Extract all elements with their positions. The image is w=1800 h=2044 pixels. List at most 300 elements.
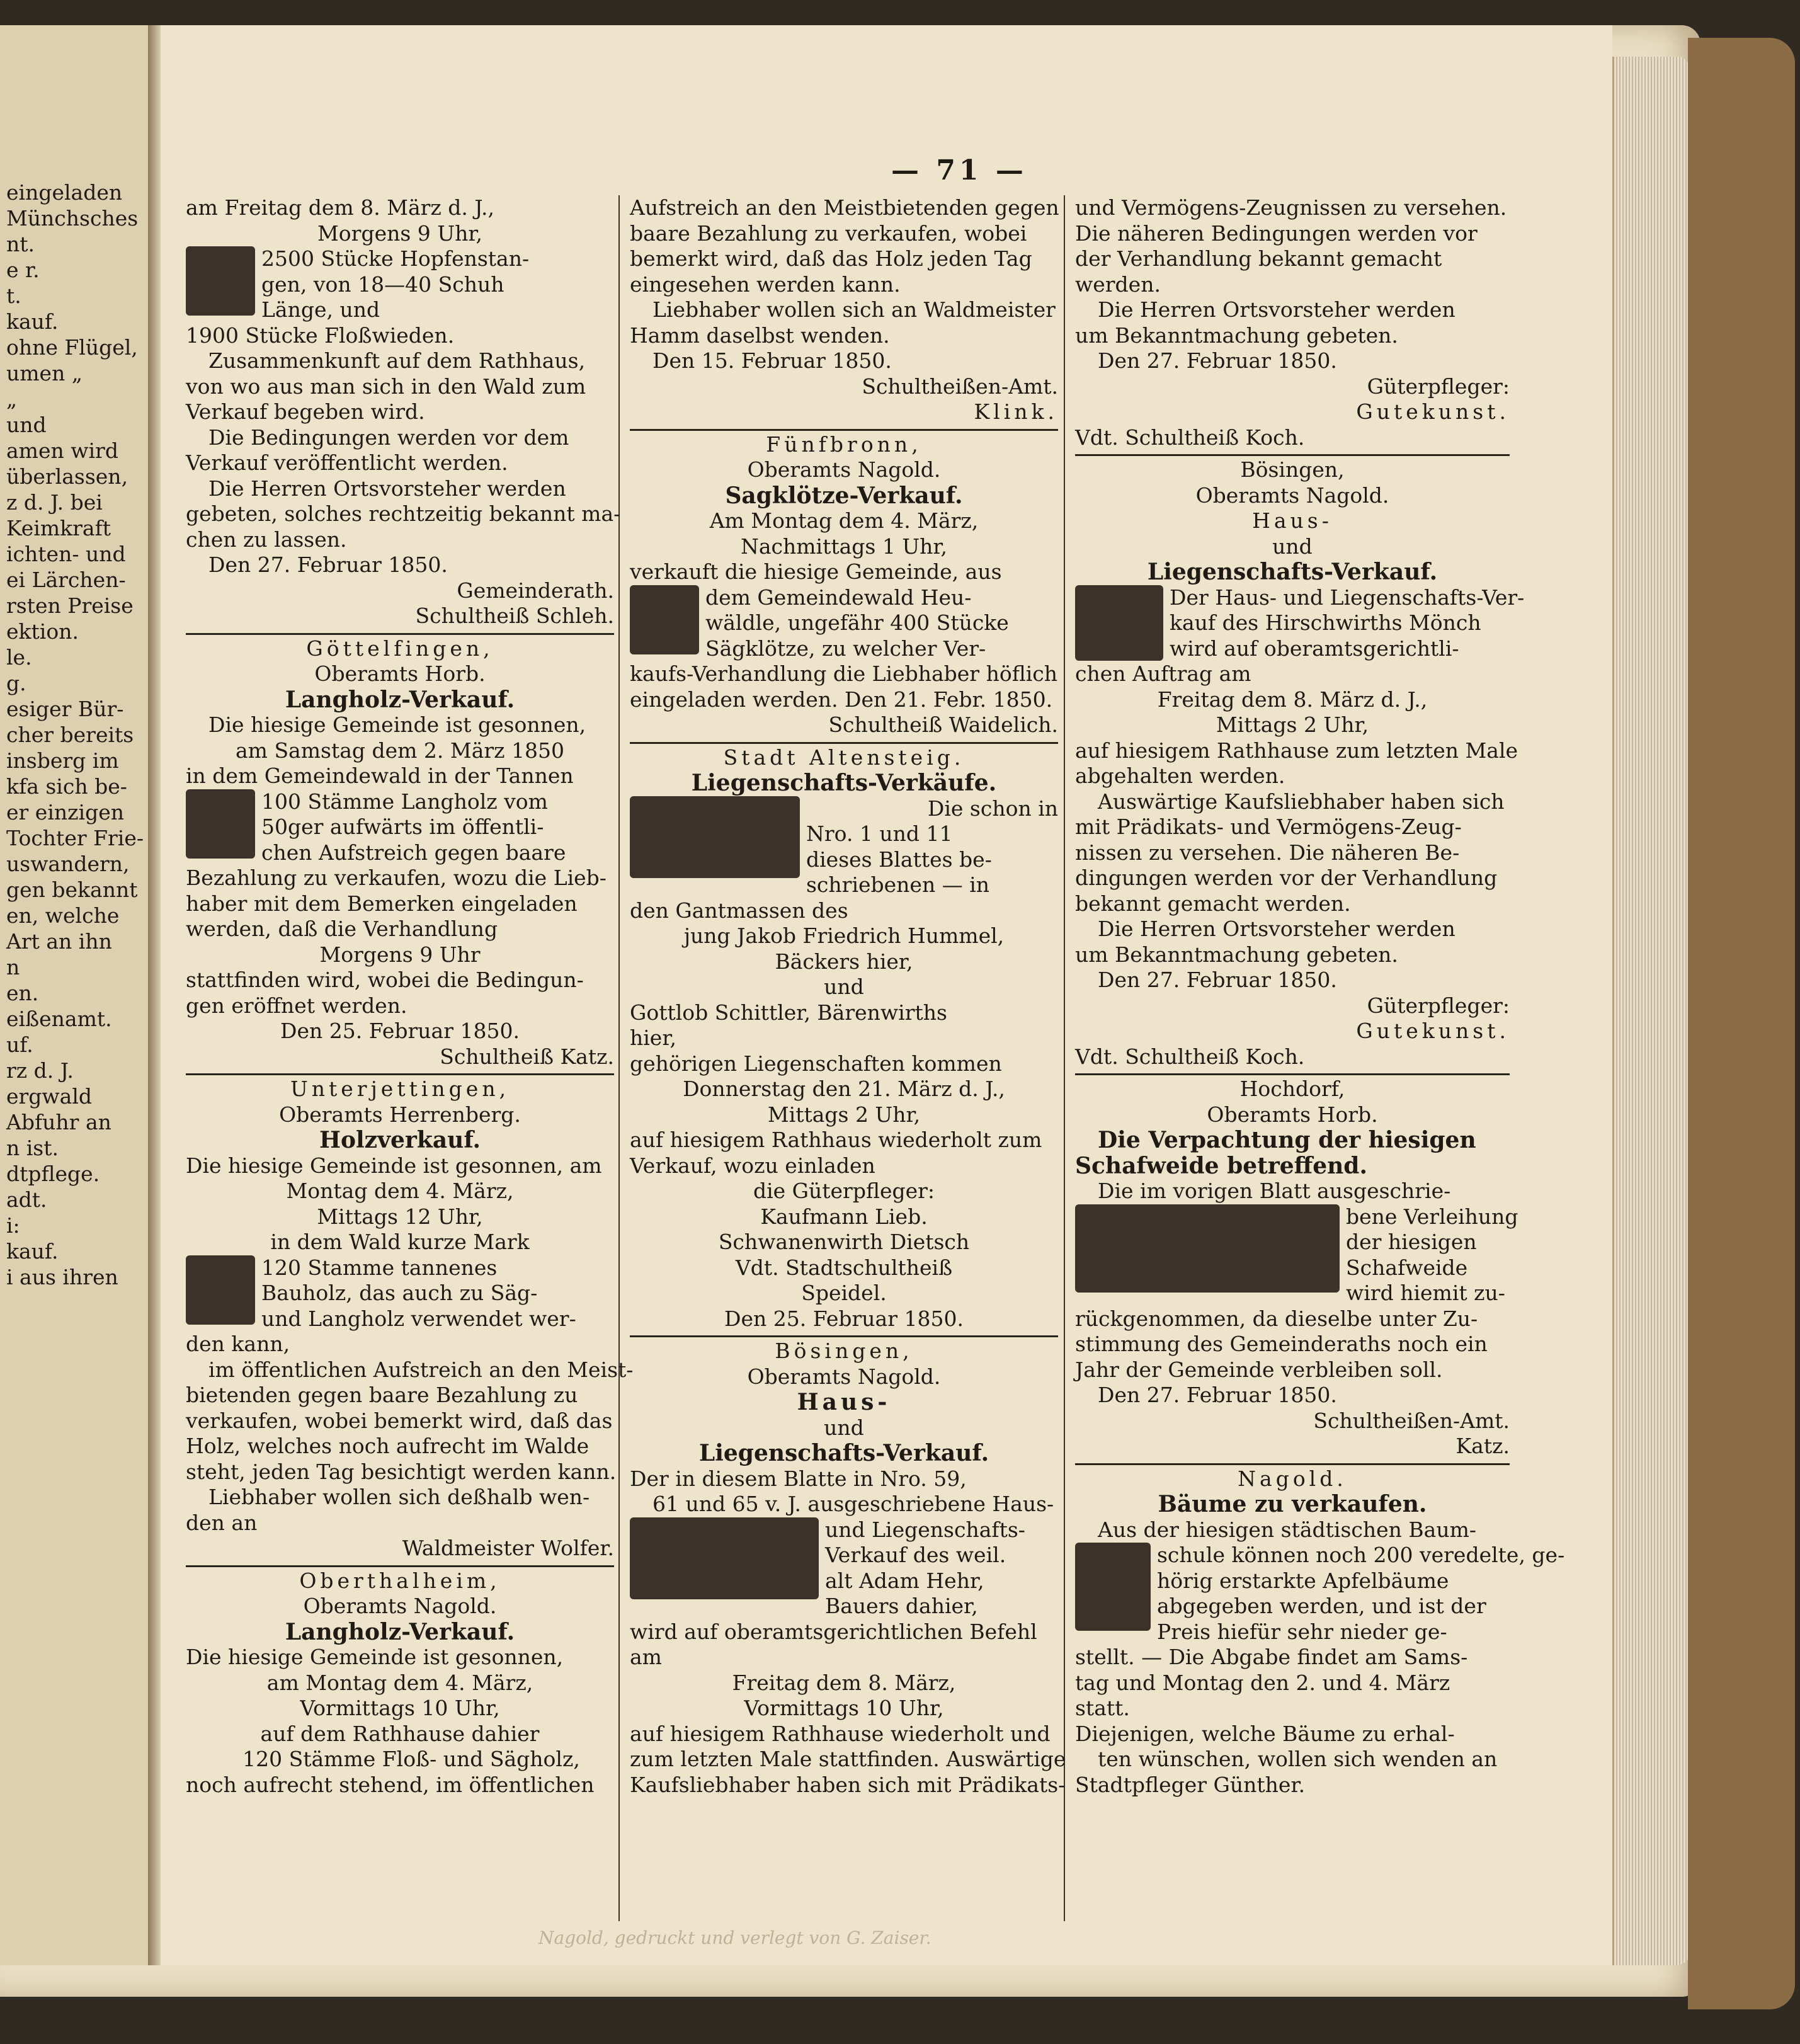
text-line: [1075, 1383, 1510, 1408]
line-text: 61 und 65 v. J. ausgeschriebene Haus-: [652, 1492, 1054, 1516]
left-fragment-line: Art an ihn: [6, 929, 112, 954]
text-line: [1075, 508, 1510, 534]
line-text: Die Bedingungen werden vor dem: [208, 425, 569, 450]
line-text: Nachmittags 1 Uhr,: [740, 534, 948, 559]
line-text: Bezahlung zu verkaufen, wozu die Lieb-: [186, 865, 607, 890]
left-fragment-line: n: [6, 955, 20, 979]
text-line: [1075, 865, 1510, 891]
line-text: Den 25. Februar 1850.: [724, 1306, 964, 1331]
line-text: Verkauf veröffentlicht werden.: [186, 450, 508, 475]
line-text: eingeladen werden. Den 21. Febr. 1850.: [630, 687, 1053, 712]
text-line: [630, 1128, 1058, 1153]
text-line: [186, 1408, 614, 1434]
text-line: [186, 1076, 614, 1102]
text-line: [1075, 942, 1510, 968]
line-text: Oberamts Horb.: [314, 661, 486, 686]
text-line: [186, 552, 614, 578]
section-divider: [1075, 1463, 1510, 1465]
text-line: [186, 1204, 614, 1230]
line-text: Bösingen,: [1240, 457, 1345, 482]
text-line: [630, 534, 1058, 560]
woodcut-illustration: [1075, 1543, 1151, 1631]
line-text: Güterpfleger:: [1367, 374, 1510, 399]
woodcut-illustration: [186, 789, 255, 859]
line-text: Den 27. Februar 1850.: [208, 552, 448, 577]
left-fragment-line: er einzigen: [6, 800, 124, 825]
line-text: Langholz-Verkauf.: [285, 686, 515, 713]
line-text: 50ger aufwärts im öffentli-: [261, 814, 544, 839]
newspaper-page: [161, 25, 1612, 1965]
column-1: [186, 195, 634, 1798]
line-text: stimmung des Gemeinderaths noch ein: [1075, 1332, 1488, 1356]
line-text: Oberamts Nagold.: [303, 1594, 497, 1618]
line-text: noch aufrecht stehend, im öffentlichen: [186, 1772, 595, 1797]
woodcut-illustration: [186, 1255, 255, 1325]
line-text: Gutekunst.: [1356, 1019, 1510, 1043]
woodcut-illustration: [1075, 1204, 1340, 1293]
text-line: [186, 399, 614, 425]
left-fragment-line: Abfuhr an: [6, 1110, 111, 1134]
line-text: Oberamts Herrenberg.: [279, 1102, 521, 1127]
text-line: [1075, 559, 1510, 585]
line-text: Hamm daselbst wenden.: [630, 323, 890, 348]
line-text: Den 27. Februar 1850.: [1098, 968, 1337, 992]
line-text: Liebhaber wollen sich an Waldmeister: [652, 297, 1056, 322]
line-text: hier,: [630, 1025, 676, 1050]
line-text: Aufstreich an den Meistbietenden gegen: [630, 195, 1059, 220]
text-line: [186, 1128, 614, 1153]
line-text: schule können noch 200 veredelte, ge-: [1157, 1543, 1565, 1567]
section-divider: [630, 429, 1058, 431]
text-line: [186, 476, 614, 502]
text-line: [630, 297, 1058, 323]
line-text: stellt. — Die Abgabe findet am Sams-: [1075, 1645, 1468, 1669]
line-text: Bauholz, das auch zu Säg-: [261, 1281, 538, 1305]
line-text: Montag dem 4. März,: [286, 1179, 514, 1203]
line-text: kauf des Hirschwirths Mönch: [1170, 610, 1481, 635]
text-line: [1075, 1645, 1510, 1670]
line-text: Länge, und: [261, 297, 380, 322]
line-text: Göttelfingen,: [306, 636, 494, 661]
line-text: Speidel.: [801, 1281, 887, 1305]
text-line: [186, 1721, 614, 1747]
line-text: Gutekunst.: [1356, 399, 1510, 424]
left-fragment-line: kauf.: [6, 1239, 59, 1264]
line-text: im öffentlichen Aufstreich an den Meist-: [208, 1357, 634, 1382]
text-line: [1075, 483, 1510, 509]
line-text: der Verhandlung bekannt gemacht: [1075, 246, 1442, 271]
line-text: Oberamts Nagold.: [747, 457, 941, 482]
line-text: Bäume zu verkaufen.: [1158, 1491, 1427, 1517]
left-fragment-line: eißenamt.: [6, 1007, 112, 1031]
left-fragment-line: ergwald: [6, 1084, 93, 1109]
line-text: Sägklötze, zu welcher Ver-: [705, 636, 986, 661]
line-text: Zusammenkunft auf dem Rathhaus,: [208, 348, 586, 373]
line-text: Die hiesige Gemeinde ist gesonnen, am: [186, 1153, 602, 1178]
line-text: den kann,: [186, 1332, 290, 1356]
line-text: Schultheißen-Amt.: [1313, 1408, 1510, 1433]
text-line: [1075, 1357, 1510, 1383]
text-line: [186, 501, 621, 527]
line-text: zum letzten Male stattfinden. Auswärtige: [630, 1747, 1066, 1771]
text-line: [1075, 916, 1510, 942]
text-line: [630, 974, 1058, 1000]
text-line: [1075, 763, 1510, 789]
text-line: [186, 1747, 614, 1773]
line-text: Vdt. Stadtschultheiß: [735, 1255, 953, 1280]
line-text: 120 Stamme tannenes: [261, 1255, 498, 1280]
line-text: Kaufsliebhaber haben sich mit Prädikats-: [630, 1772, 1066, 1797]
line-text: verkaufen, wobei bemerkt wird, daß das: [186, 1408, 613, 1433]
line-text: kaufs-Verhandlung die Liebhaber höflich: [630, 661, 1057, 686]
line-text: 120 Stämme Floß- und Sägholz,: [242, 1747, 580, 1771]
text-line: [630, 399, 1058, 425]
line-text: baare Bezahlung zu verkaufen, wobei: [630, 220, 1027, 246]
line-text: Oberamts Nagold.: [1195, 482, 1389, 508]
text-line: [1075, 246, 1510, 272]
line-text: Mittags 2 Uhr,: [1216, 712, 1369, 737]
line-text: Die Herren Ortsvorsteher werden: [208, 476, 566, 501]
line-text: um Bekanntmachung gebeten.: [1075, 942, 1398, 967]
line-text: Liebhaber wollen sich deßhalb wen-: [208, 1485, 590, 1509]
line-text: wird auf oberamtsgerichtli-: [1170, 636, 1459, 661]
line-text: Vormittags 10 Uhr,: [300, 1696, 500, 1720]
section-divider: [630, 742, 1058, 744]
text-line: [186, 636, 614, 662]
text-line: [630, 1645, 1058, 1670]
line-text: Morgens 9 Uhr: [319, 942, 481, 967]
line-text: Holz, welches noch aufrecht im Walde: [186, 1434, 590, 1458]
text-line: [630, 559, 1058, 585]
line-text: chen zu lassen.: [186, 527, 347, 552]
line-text: Die Herren Ortsvorsteher werden: [1098, 916, 1455, 941]
line-text: mit Prädikats- und Vermögens-Zeug-: [1075, 814, 1462, 839]
line-text: statt.: [1075, 1696, 1130, 1720]
left-fragment-line: kfa sich be-: [6, 774, 127, 799]
line-text: Preis hiefür sehr nieder ge-: [1157, 1619, 1447, 1644]
text-line: [630, 374, 1058, 400]
line-text: der hiesigen: [1346, 1230, 1477, 1254]
line-text: Langholz-Verkauf.: [285, 1618, 515, 1645]
text-line: [630, 1153, 1058, 1179]
text-line: [186, 221, 614, 247]
text-line: [1075, 374, 1510, 400]
left-fragment-line: gen bekannt: [6, 877, 138, 902]
text-line: [186, 425, 614, 451]
left-fragment-line: rz d. J.: [6, 1058, 74, 1083]
line-text: Aus der hiesigen städtischen Baum-: [1098, 1517, 1477, 1542]
text-line: [630, 221, 1058, 247]
line-text: Hochdorf,: [1239, 1076, 1345, 1101]
woodcut-illustration: [630, 796, 800, 878]
left-fragment-line: en.: [6, 981, 39, 1005]
line-text: verkauft die hiesige Gemeinde, aus: [630, 559, 1002, 584]
text-line: [186, 1153, 614, 1179]
text-line: [1075, 1019, 1510, 1044]
text-line: [630, 1102, 1058, 1128]
line-text: auf hiesigem Rathhause wiederholt und: [630, 1721, 1051, 1746]
text-line: [1075, 1517, 1510, 1543]
line-text: Schafweide: [1346, 1255, 1468, 1280]
text-line: [630, 687, 1058, 713]
left-fragment-line: uf.: [6, 1032, 33, 1057]
column-2: [630, 195, 1066, 1798]
line-text: wird auf oberamtsgerichtlichen Befehl: [630, 1619, 1037, 1644]
text-line: [630, 712, 1058, 738]
text-line: [630, 1670, 1058, 1696]
text-line: [186, 1230, 614, 1255]
book-gutter: [148, 25, 161, 1965]
line-text: und: [824, 1415, 864, 1440]
line-text: bene Verleihung: [1346, 1204, 1518, 1229]
left-fragment-line: uswandern,: [6, 852, 130, 876]
line-text: und Vermögens-Zeugnissen zu versehen.: [1075, 195, 1507, 220]
line-text: Vdt. Schultheiß Koch.: [1075, 1044, 1305, 1069]
line-text: und Liegenschafts-: [825, 1517, 1025, 1542]
text-line: [186, 1485, 614, 1510]
left-page-fragment: [0, 25, 150, 1965]
line-text: Verkauf des weil.: [825, 1543, 1006, 1567]
text-line: [630, 1364, 1058, 1390]
left-fragment-line: insberg im: [6, 748, 119, 773]
line-text: Vdt. Schultheiß Koch.: [1075, 425, 1305, 450]
text-line: [630, 1619, 1058, 1645]
text-line: [630, 1466, 1058, 1492]
left-fragment-line: i:: [6, 1213, 20, 1238]
line-text: Stadtpfleger Günther.: [1075, 1772, 1306, 1797]
text-line: [630, 457, 1058, 483]
line-text: Verkauf begeben wird.: [186, 399, 425, 424]
left-fragment-line: überlassen,: [6, 464, 128, 489]
woodcut-illustration: [1075, 585, 1163, 661]
text-line: [186, 1594, 614, 1619]
left-fragment-line: amen wird: [6, 438, 118, 463]
text-line: [1075, 221, 1510, 247]
line-text: Kaufmann Lieb.: [760, 1204, 928, 1229]
text-line: [186, 323, 614, 349]
text-line: [186, 1670, 614, 1696]
text-line: [630, 1281, 1058, 1306]
text-line: [630, 1696, 1058, 1721]
line-text: Den 25. Februar 1850.: [280, 1019, 520, 1043]
line-text: Schultheißen-Amt.: [862, 374, 1058, 399]
line-text: dieses Blattes be-: [806, 847, 992, 872]
line-text: und Langholz verwendet wer-: [261, 1306, 576, 1331]
line-text: 1900 Stücke Floßwieden.: [186, 323, 455, 348]
text-line: [1075, 1408, 1510, 1434]
page-number: — 71 —: [891, 154, 1027, 186]
line-text: abgegeben werden, und ist der: [1157, 1594, 1486, 1618]
column-rule: [618, 195, 620, 1921]
text-line: [186, 1773, 614, 1798]
imprint: Nagold, gedruckt und verlegt von G. Zaiser.: [538, 1927, 931, 1948]
text-line: [186, 1179, 614, 1204]
left-fragment-line: „: [6, 387, 18, 411]
line-text: und: [824, 974, 864, 999]
text-line: [186, 763, 614, 789]
line-text: auf hiesigem Rathhaus wiederholt zum: [630, 1128, 1042, 1152]
left-fragment-line: dtpflege.: [6, 1162, 100, 1186]
text-line: [186, 916, 614, 942]
line-text: alt Adam Hehr,: [825, 1568, 984, 1593]
text-line: [630, 770, 1058, 796]
line-text: Schultheiß Waidelich.: [828, 712, 1058, 737]
line-text: 2500 Stücke Hopfenstan-: [261, 246, 530, 271]
text-line: [186, 1536, 614, 1562]
line-text: Den 15. Februar 1850.: [652, 348, 892, 373]
text-line: [1075, 1721, 1510, 1747]
line-text: Diejenigen, welche Bäume zu erhal-: [1075, 1721, 1455, 1746]
line-text: Nro. 1 und 11: [806, 821, 953, 846]
line-text: Klink.: [974, 399, 1058, 424]
text-line: [186, 578, 614, 604]
text-line: [630, 1076, 1058, 1102]
line-text: gebeten, solches rechtzeitig bekannt ma-: [186, 501, 621, 526]
text-line: [630, 1390, 1058, 1415]
text-line: [1075, 1466, 1510, 1492]
text-line: [186, 942, 614, 968]
text-line: [630, 1747, 1066, 1773]
line-text: Morgens 9 Uhr,: [317, 220, 482, 246]
left-fragment-line: umen „: [6, 361, 83, 385]
text-line: [630, 508, 1058, 534]
text-line: [1075, 534, 1510, 560]
text-line: [1075, 789, 1510, 815]
left-fragment-line: t.: [6, 283, 21, 308]
text-line: [186, 348, 614, 374]
text-line: [630, 1179, 1058, 1204]
text-line: [186, 527, 614, 553]
line-text: von wo aus man sich in den Wald zum: [186, 374, 586, 399]
line-text: Die schon in: [927, 796, 1058, 821]
left-fragment-line: rsten Preise: [6, 593, 134, 618]
text-line: [630, 1721, 1058, 1747]
text-line: [186, 968, 614, 993]
text-line: [630, 195, 1058, 221]
line-text: werden, daß die Verhandlung: [186, 916, 498, 941]
line-text: Haus-: [797, 1389, 891, 1415]
line-text: Katz.: [1455, 1434, 1510, 1458]
line-text: dem Gemeindewald Heu-: [705, 585, 972, 610]
text-line: [186, 1357, 634, 1383]
text-line: [1075, 195, 1510, 221]
text-line: [186, 1696, 614, 1721]
section-divider: [630, 1335, 1058, 1337]
section-divider: [186, 1073, 614, 1075]
left-fragment-line: Keimkraft: [6, 516, 111, 540]
text-line: [186, 1044, 614, 1070]
text-line: [1075, 661, 1510, 687]
line-text: Freitag dem 8. März,: [732, 1670, 956, 1695]
line-text: Der Haus- und Liegenschafts-Ver-: [1170, 585, 1525, 610]
left-fragment-line: Münchsches: [6, 206, 139, 231]
line-text: Liegenschafts-Verkauf.: [698, 1440, 989, 1466]
text-line: [1075, 1128, 1510, 1153]
line-text: Am Montag dem 4. März,: [709, 508, 979, 533]
line-text: gen, von 18—40 Schuh: [261, 271, 504, 297]
line-text: Auswärtige Kaufsliebhaber haben sich: [1098, 789, 1505, 814]
text-line: [630, 432, 1058, 458]
line-text: Die Verpachtung der hiesigen: [1098, 1127, 1476, 1153]
text-line: [1075, 1102, 1510, 1128]
line-text: am: [630, 1645, 662, 1669]
line-text: auf dem Rathhause dahier: [260, 1721, 540, 1746]
text-line: [186, 661, 614, 687]
text-line: [1075, 814, 1510, 840]
text-line: [186, 195, 614, 221]
left-fragment-line: ektion.: [6, 619, 79, 644]
text-line: [1075, 348, 1510, 374]
line-text: Nagold.: [1238, 1466, 1347, 1491]
left-fragment-line: e r.: [6, 258, 40, 282]
line-text: Stadt Altensteig.: [723, 745, 965, 770]
line-text: Sagklötze-Verkauf.: [725, 482, 963, 509]
text-line: [186, 865, 614, 891]
text-line: [1075, 1044, 1510, 1070]
line-text: chen Auftrag am: [1075, 661, 1251, 686]
text-line: [630, 661, 1058, 687]
line-text: rückgenommen, da dieselbe unter Zu-: [1075, 1306, 1478, 1331]
text-line: [630, 1000, 1058, 1026]
line-text: Mittags 2 Uhr,: [767, 1102, 921, 1127]
text-line: [186, 1645, 614, 1670]
line-text: bietenden gegen baare Bezahlung zu: [186, 1383, 578, 1407]
text-line: [1075, 968, 1510, 993]
left-fragment-line: eingeladen: [6, 180, 123, 205]
line-text: haber mit dem Bemerken eingeladen: [186, 891, 578, 916]
text-line: [1075, 1434, 1510, 1459]
left-fragment-line: kauf.: [6, 309, 59, 334]
text-line: [630, 1204, 1058, 1230]
line-text: Gemeinderath.: [457, 578, 614, 603]
text-line: [630, 1255, 1058, 1281]
line-text: Oberthalheim,: [299, 1568, 501, 1593]
line-text: bekannt gemacht werden.: [1075, 891, 1351, 916]
woodcut-illustration: [630, 585, 699, 654]
line-text: Oberamts Nagold.: [747, 1364, 941, 1389]
text-line: [1075, 323, 1510, 349]
section-divider: [186, 633, 614, 635]
line-text: um Bekanntmachung gebeten.: [1075, 323, 1398, 348]
text-line: [186, 1383, 614, 1408]
line-text: 100 Stämme Langholz vom: [261, 789, 548, 814]
text-line: [1075, 738, 1518, 764]
line-text: Den 27. Februar 1850.: [1098, 1383, 1337, 1407]
text-line: [186, 738, 614, 764]
line-text: Jahr der Gemeinde verbleiben soll.: [1075, 1357, 1443, 1382]
text-line: [186, 1434, 614, 1459]
book-cover: [1688, 38, 1795, 2009]
text-line: [630, 745, 1058, 771]
left-fragment-line: i aus ihren: [6, 1265, 118, 1289]
line-text: Waldmeister Wolfer.: [402, 1536, 614, 1560]
line-text: die Güterpfleger:: [753, 1179, 935, 1203]
left-fragment-line: cher bereits: [6, 722, 134, 747]
line-text: am Freitag dem 8. März d. J.,: [186, 195, 495, 220]
text-line: [186, 1019, 614, 1044]
text-line: [630, 1230, 1058, 1255]
text-line: [1075, 840, 1510, 866]
text-line: [1075, 1153, 1510, 1179]
woodcut-illustration: [630, 1517, 819, 1599]
line-text: Donnerstag den 21. März d. J.,: [683, 1076, 1005, 1101]
text-line: [630, 323, 1058, 349]
left-fragment-line: und: [6, 413, 47, 437]
line-text: Liegenschafts-Verkäufe.: [691, 770, 997, 796]
line-text: abgehalten werden.: [1075, 763, 1285, 788]
left-fragment-line: z d. J. bei: [6, 490, 103, 515]
left-fragment-line: en, welche: [6, 903, 120, 928]
